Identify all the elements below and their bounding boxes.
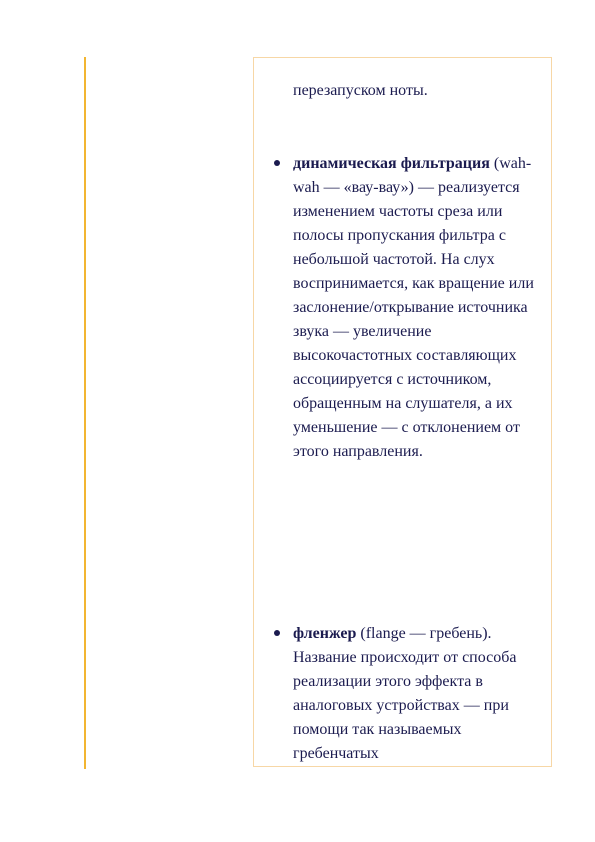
left-accent-rule [84,57,86,769]
list-item-dynamic-filtering [293,152,549,464]
definition-flanger: (flange — гребень). Название происходит от способа реализации этого эффекта в аналоговых устройствах — при помощи так называемых гребенчатых [293,625,517,762]
list-item-flanger [293,622,549,766]
term-flanger: фленжер [293,625,357,642]
definition-dynamic-filtering: (wah-wah — «вау-вау») — реализуется изменением частоты среза или полосы пропускания фильтра с небольшой частотой. На слух воспринимается, как вращение или заслонение/открывание источника звука — увеличение высокочастотных составляющих ассоциируется с источником, обращенным на слушателя, а их уменьшение — с отклонением от этого направления. [293,155,534,460]
bullet-icon [274,630,280,636]
continued-text-line: перезапуском ноты. [293,82,428,99]
term-dynamic-filtering: динамическая фильтрация [293,155,490,172]
text-frame [253,57,552,767]
bullet-icon [274,160,280,166]
